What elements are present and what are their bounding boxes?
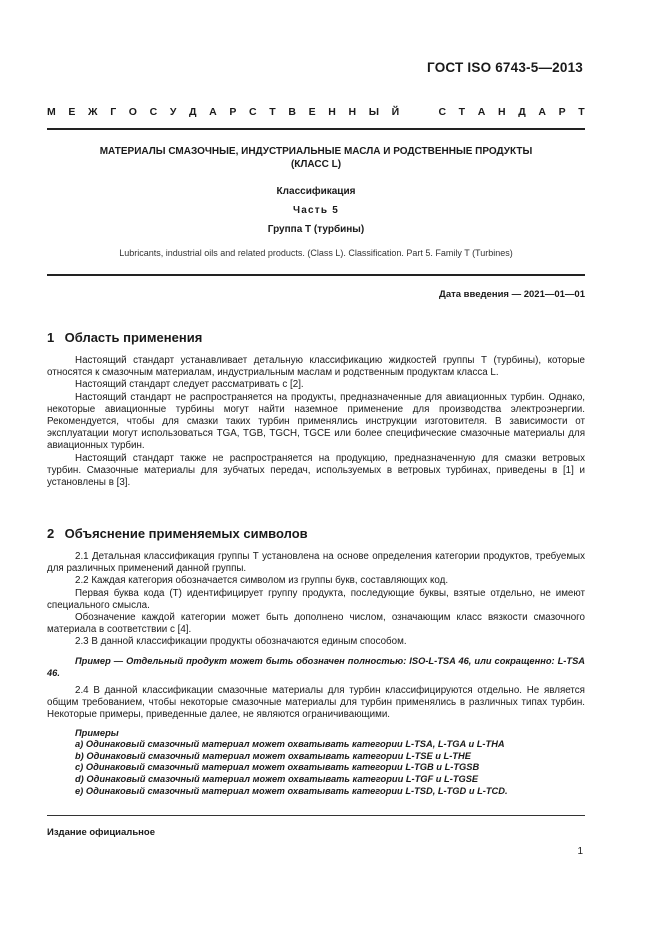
heading-letter: Т [269, 106, 276, 118]
clause-2-4: 2.4 В данной классификации смазочные материалы для турбин классифицируются отдельно. Не является общим требованием, чтобы некоторые смазочные материалы для турбин применялись в различных типах турбин. Некоторые примеры, приведенные далее, не являются ограничивающими. [47, 685, 585, 721]
section-1-paragraph: Настоящий стандарт следует рассматривать с [2]. [75, 379, 304, 391]
section-1-paragraph: Настоящий стандарт не распространяется на продукты, предназначенные для авиационных турбин. Однако, некоторые авиационные турбины могут найти наземное применение для производства электроэнергии. Рекомендуется, чтобы для смазки таких турбин применялись инструкции изготовителя. В зависимости от эксплуатации могут использоваться TGA, TGB, TGCH, TGCE или более специфические смазочные материалы для авиационных турбин. [47, 391, 585, 452]
document-title [47, 145, 585, 171]
clause-2-2-para: Обозначение каждой категории может быть дополнено числом, означающим класс вязкости смазочного материала в соответствии с [4]. [47, 612, 585, 636]
heading-letter: О [128, 106, 137, 118]
examples-list [47, 728, 585, 798]
examples-heading: Примеры [75, 727, 119, 738]
heading-letter: С [249, 106, 257, 118]
heading-gap [412, 106, 426, 118]
heading-letter: Т [578, 106, 585, 118]
footer-rule [47, 815, 585, 816]
example-item: c) Одинаковый смазочный материал может охватывать категории L-TGB и L-TGSB [75, 762, 480, 773]
example-item: a) Одинаковый смазочный материал может охватывать категории L-TSA, L-TGA и L-THA [75, 739, 505, 750]
title-line-1: МАТЕРИАЛЫ СМАЗОЧНЫЕ, ИНДУСТРИАЛЬНЫЕ МАСЛА И РОДСТВЕННЫЕ ПРОДУКТЫ [99, 146, 533, 157]
section-1 [47, 330, 585, 489]
title-line-2: (КЛАСС L) [290, 159, 342, 170]
clause-2-2: 2.2 Каждая категория обозначается символом из группы букв, составляющих код. [75, 575, 449, 587]
clause-2-3: 2.3 В данной классификации продукты обозначаются единым способом. [75, 636, 407, 648]
section-1-paragraph: Настоящий стандарт также не распространяется на продукцию, предназначенную для смазки ветровых турбин. Смазочные материалы для зубчатых передач, используемых в ветровых турбинах, приведены в [1] и установлены в [3]. [47, 452, 585, 489]
heading-letter: Ы [368, 106, 379, 118]
heading-letter: А [209, 106, 217, 118]
header-rule [47, 128, 585, 130]
section-1-heading [47, 330, 585, 345]
heading-letter: У [169, 106, 177, 118]
title-rule [47, 274, 585, 276]
example-item: e) Одинаковый смазочный материал может охватывать категории L-TSD, L-TGD и L-TCD. [75, 785, 508, 796]
heading-letter: Р [229, 106, 237, 118]
heading-letter: Д [189, 106, 197, 118]
classification-label: Классификация [276, 186, 356, 197]
heading-letter: Г [110, 106, 117, 118]
heading-letter: С [438, 106, 447, 118]
section-2-number: 2 [47, 526, 55, 541]
clause-2-1: 2.1 Детальная классификация группы Т установлена на основе определения категории продуктов, требуемых для различных применений данной группы. [47, 551, 585, 575]
group-label: Группа Т (турбины) [267, 224, 365, 235]
part-label: Часть 5 [293, 205, 339, 216]
heading-letter: М [47, 106, 56, 118]
heading-letter: Т [458, 106, 466, 118]
section-1-number: 1 [47, 330, 55, 345]
standard-code: ГОСТ ISO 6743-5—2013 [427, 60, 583, 75]
heading-letter: Р [558, 106, 566, 118]
heading-letter: Н [497, 106, 506, 118]
heading-letter: Н [348, 106, 357, 118]
heading-letter: Е [68, 106, 76, 118]
section-1-title: Область применения [64, 330, 203, 345]
page-number: 1 [577, 846, 583, 857]
example-note: Пример — Отдельный продукт может быть обозначен полностью: ISO-L-TSA 46, или сокращенно: L-TSA 46. [47, 655, 585, 678]
heading-letter: Н [328, 106, 336, 118]
standard-type-heading [47, 106, 585, 118]
heading-letter: А [538, 106, 546, 118]
heading-letter: Й [391, 106, 400, 118]
example-item: b) Одинаковый смазочный материал может охватывать категории L-TSE и L-THE [75, 750, 471, 761]
heading-letter: В [288, 106, 296, 118]
heading-letter: А [477, 106, 486, 118]
introduction-date: Дата введения — 2021—01—01 [439, 289, 585, 300]
section-1-paragraph: Настоящий стандарт устанавливает детальную классификацию жидкостей группы Т (турбины), которые относятся к смазочным материалам, индустриальным маслам и родственным продуктам класса L. [47, 355, 585, 379]
section-2-heading [47, 526, 585, 541]
official-edition-note: Издание официальное [47, 827, 155, 838]
heading-letter: Ж [88, 106, 98, 118]
section-2-title: Объяснение применяемых символов [64, 526, 308, 541]
heading-letter: Е [308, 106, 316, 118]
example-item: d) Одинаковый смазочный материал может охватывать категории L-TGF и L-TGSE [75, 774, 479, 785]
section-2 [47, 526, 585, 797]
heading-letter: С [149, 106, 158, 118]
heading-letter: Д [518, 106, 526, 118]
clause-2-2-para: Первая буква кода (Т) идентифицирует группу продукта, последующие буквы, взятые отдельно, не имеют специального смысла. [47, 587, 585, 611]
english-title: Lubricants, industrial oils and related products. (Class L). Classification. Part 5. Family T (Turbines) [119, 248, 513, 258]
